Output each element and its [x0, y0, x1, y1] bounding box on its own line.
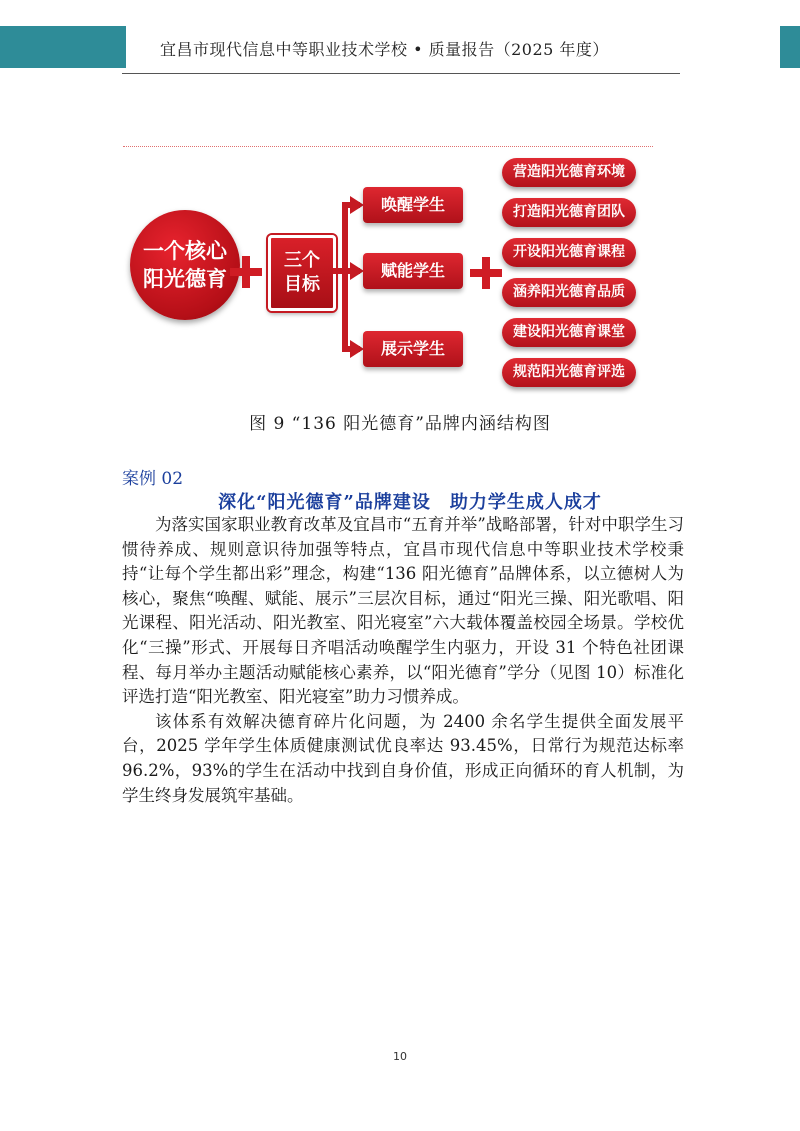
- action-item: 规范阳光德育评选: [502, 358, 636, 387]
- action-item: 涵养阳光德育品质: [502, 278, 636, 307]
- page-number: 10: [393, 1050, 407, 1063]
- body-paragraph: 为落实国家职业教育改革及宜昌市“五育并举”战略部署，针对中职学生习惯待养成、规则意识待加强等特点，宜昌市现代信息中等职业技术学校秉持“让每个学生都出彩”理念，构建“136 阳光德育”品牌体系，以立德树人为核心，聚焦“唤醒、赋能、展示”三层次目标，通过“阳光三操、阳光歌唱、阳光课程、阳光活动、阳光教室、阳光寝室”六大载体覆盖校园全场景。学校优化“三操”形式、开展每日齐唱活动唤醒学生内驱力，开设 31 个特色社团课程、每月举办主题活动赋能核心素养，以“阳光德育”学分（见图 10）标准化评选打造“阳光教室、阳光寝室”助力习惯养成。: [122, 515, 684, 707]
- action-item: 打造阳光德育团队: [502, 198, 636, 227]
- arrow-icon: [350, 262, 364, 280]
- target-item: 唤醒学生: [363, 187, 463, 223]
- target-item: 展示学生: [363, 331, 463, 367]
- action-item: 开设阳光德育课程: [502, 238, 636, 267]
- case-title: 深化“阳光德育”品牌建设 助力学生成人成才: [218, 492, 602, 513]
- body-paragraph: 该体系有效解决德育碎片化问题，为 2400 余名学生提供全面发展平台，2025 学年学生体质健康测试优良率达 93.45%，日常行为规范达标率 96.2%，93%的学生在活动中找到自身价值，形成正向循环的育人机制，为学生终身发展筑牢基础。: [122, 711, 684, 805]
- case-body: [122, 513, 684, 808]
- header-rule: [122, 73, 680, 74]
- action-item: 建设阳光德育课堂: [502, 318, 636, 347]
- action-item: 营造阳光德育环境: [502, 158, 636, 187]
- header-accent-bar-right: [780, 26, 800, 68]
- figure-caption: 图 9 “136 阳光德育”品牌内涵结构图: [249, 414, 551, 434]
- target-item: 赋能学生: [363, 253, 463, 289]
- goal-line-2: 目标: [284, 274, 320, 295]
- goal-box: [268, 235, 336, 311]
- core-circle: [130, 210, 240, 320]
- core-line-1: 一个核心: [143, 239, 227, 263]
- case-label: 案例 02: [122, 469, 184, 489]
- arrow-icon: [350, 340, 364, 358]
- arrow-icon: [350, 196, 364, 214]
- brand-structure-diagram: [120, 140, 660, 400]
- goal-line-1: 三个: [284, 250, 320, 271]
- dotted-divider: [123, 146, 653, 147]
- connector-trunk: [342, 202, 348, 352]
- core-line-2: 阳光德育: [143, 267, 227, 291]
- header-accent-bar-left: [0, 26, 126, 68]
- plus-icon: [230, 256, 262, 288]
- plus-icon: [470, 257, 502, 289]
- header-title: 宜昌市现代信息中等职业技术学校 • 质量报告（2025 年度）: [160, 40, 609, 59]
